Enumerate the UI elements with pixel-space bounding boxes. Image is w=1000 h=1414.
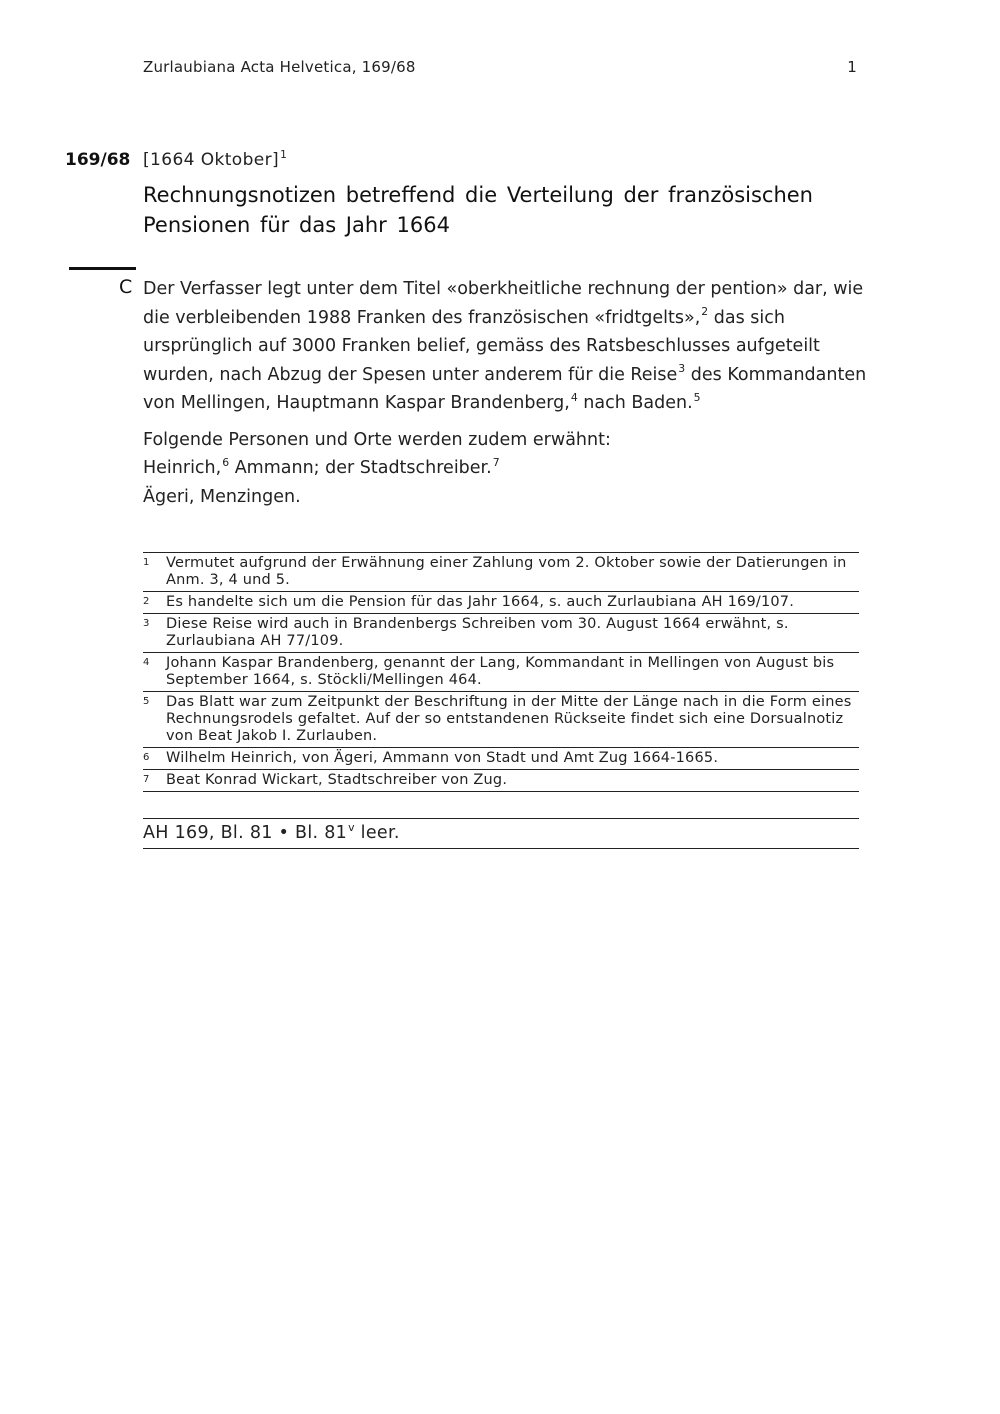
footnote-text: Das Blatt war zum Zeitpunkt der Beschriftung in der Mitte der Länge nach in die Form eines Rechnungsrodels gefaltet. Auf der so entstandenen Rückseite findet sich eine Dorsualnotiz von Beat Jakob I. Zurlauben. (166, 694, 852, 744)
abstract-text: nach Baden. (577, 393, 693, 413)
footnote-ref[interactable]: 2 (701, 305, 709, 319)
running-title: Zurlaubiana Acta Helvetica, 169/68 (143, 58, 416, 76)
footnote (143, 748, 859, 770)
person-text: Heinrich, (143, 458, 222, 478)
document-number: 169/68 (65, 150, 131, 170)
footnote-ref[interactable]: 5 (693, 390, 701, 404)
abstract-text: das sich ursprünglich auf 3000 Franken belief, gemäss des Ratsbeschlusses aufgeteilt wurden, nach Abzug der Spesen unter anderem für die Reise (143, 307, 820, 385)
footnote-ref[interactable]: 3 (678, 362, 686, 376)
abstract (143, 275, 868, 511)
abstract-text: des Kommandanten von Mellingen, Hauptmann Kaspar Brandenberg, (143, 364, 867, 413)
section-marker: C (119, 276, 133, 298)
mentioned-places: Ägeri, Menzingen. (143, 486, 301, 507)
mentioned-persons (143, 454, 868, 483)
footnote-text: Es handelte sich um die Pension für das Jahr 1664, s. auch Zurlaubiana AH 169/107. (166, 594, 795, 610)
footnote-number: 6 (143, 752, 150, 763)
person-text: Ammann; der Stadtschreiber. (229, 458, 492, 478)
page-number: 1 (847, 58, 857, 76)
document-title: Rechnungsnotizen betreffend die Verteilung der französischen Pensionen für das Jahr 1664 (143, 183, 813, 237)
mentions (143, 426, 868, 512)
document-date (143, 150, 287, 170)
mentions-intro: Folgende Personen und Orte werden zudem erwähnt: (143, 429, 611, 450)
footnote-number: 4 (143, 657, 150, 668)
footnote-ref[interactable]: 4 (570, 390, 578, 404)
footnote-text: Beat Konrad Wickart, Stadtschreiber von Zug. (166, 772, 508, 788)
footnote (143, 592, 859, 614)
footnote-text: Johann Kaspar Brandenberg, genannt der Lang, Kommandant in Mellingen von August bis September 1664, s. Stöckli/Mellingen 464. (166, 655, 835, 688)
source-text: AH 169, Bl. 81 • Bl. 81 (143, 823, 348, 843)
footnote-ref[interactable]: 7 (492, 455, 500, 469)
footnote-ref[interactable]: 6 (222, 455, 230, 469)
footnote-number: 7 (143, 774, 150, 785)
footnote-number: 3 (143, 618, 150, 629)
source-superscript: v (348, 820, 355, 834)
footnote-ref[interactable]: 1 (280, 149, 288, 162)
section-divider (69, 267, 136, 270)
footnote-number: 1 (143, 557, 150, 568)
footnote-text: Vermutet aufgrund der Erwähnung einer Zahlung vom 2. Oktober sowie der Datierungen in Anm. 3, 4 und 5. (166, 555, 847, 588)
footnote (143, 770, 859, 792)
footnote (143, 553, 859, 592)
footnote (143, 653, 859, 692)
footnote-number: 5 (143, 696, 150, 707)
running-header (143, 58, 859, 76)
footnote (143, 692, 859, 748)
footnote-text: Diese Reise wird auch in Brandenbergs Schreiben vom 30. August 1664 erwähnt, s. Zurlaubiana AH 77/109. (166, 616, 789, 649)
source-text: leer. (354, 823, 400, 843)
abstract-text: Der Verfasser legt unter dem Titel «oberkheitliche rechnung der pention» dar, wie die verbleibenden 1988 Franken des französischen «fridtgelts», (143, 279, 864, 328)
footnote (143, 614, 859, 653)
footnote-number: 2 (143, 596, 150, 607)
date-text: [1664 Oktober] (143, 150, 280, 170)
source-reference (143, 818, 859, 849)
footnote-text: Wilhelm Heinrich, von Ägeri, Ammann von Stadt und Amt Zug 1664-1665. (166, 750, 719, 766)
footnotes (143, 552, 859, 792)
abstract-paragraph (143, 275, 868, 418)
